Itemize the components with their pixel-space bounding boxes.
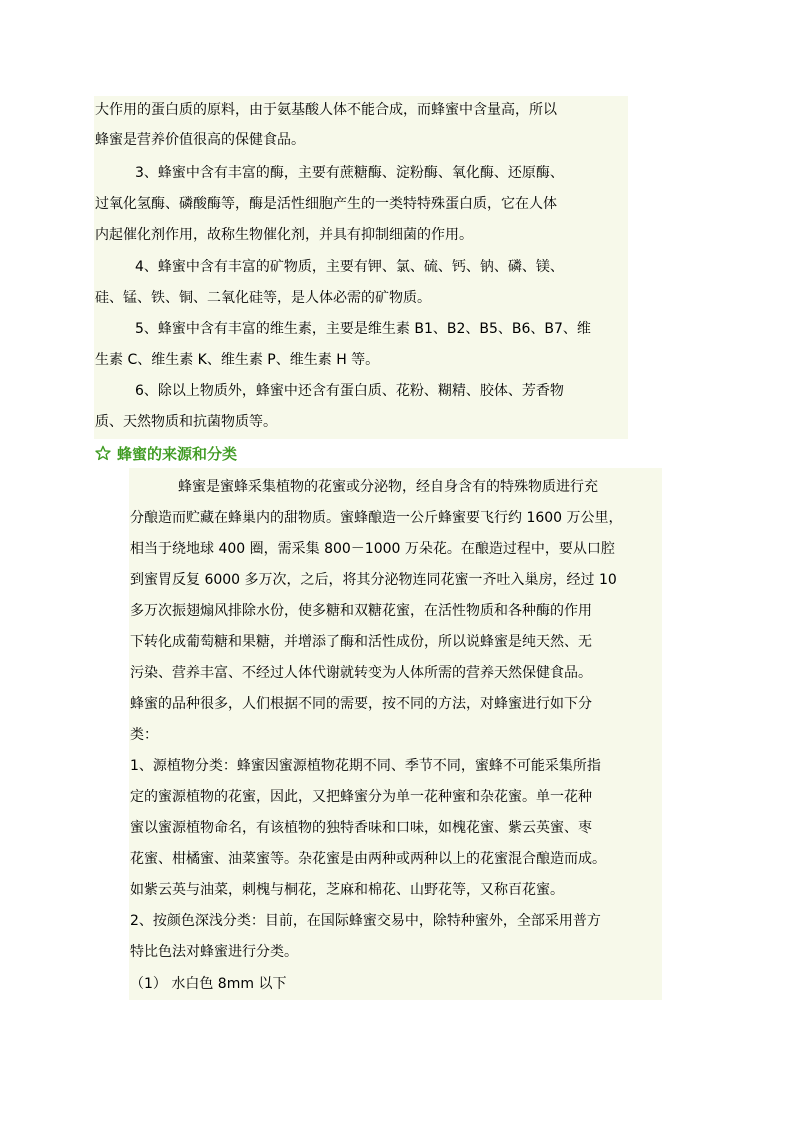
paragraph-line: 质、天然物质和抗菌物质等。 bbox=[95, 414, 277, 430]
paragraph-line: 6、除以上物质外，蜂蜜中还含有蛋白质、花粉、糊精、胶体、芳香物 bbox=[135, 383, 564, 399]
paragraph-line: 2、按颜色深浅分类：目前，在国际蜂蜜交易中，除特种蜜外，全部采用普方 bbox=[130, 913, 601, 929]
star-outline-icon bbox=[95, 445, 111, 461]
paragraph-line: 5、蜂蜜中含有丰富的维生素，主要是维生素 B1、B2、B5、B6、B7、维 bbox=[135, 321, 591, 337]
paragraph-line: 特比色法对蜂蜜进行分类。 bbox=[130, 944, 298, 960]
paragraph-line: 相当于绕地球 400 圈，需采集 800－1000 万朵花。在酿造过程中，要从口腔 bbox=[130, 541, 615, 557]
paragraph-line: 1、源植物分类：蜂蜜因蜜源植物花期不同、季节不同，蜜蜂不可能采集所指 bbox=[130, 758, 601, 774]
paragraph-line: 多万次振翅煽风排除水份，使多糖和双糖花蜜，在活性物质和各种酶的作用 bbox=[130, 603, 592, 619]
paragraph-line: 分酿造而贮藏在蜂巢内的甜物质。蜜蜂酿造一公斤蜂蜜要飞行约 1600 万公里， bbox=[130, 510, 623, 526]
paragraph-line: 下转化成葡萄糖和果糖，并增添了酶和活性成份，所以说蜂蜜是纯天然、无 bbox=[130, 634, 592, 650]
section-heading bbox=[95, 443, 237, 465]
paragraph-line: 定的蜜源植物的花蜜，因此，又把蜂蜜分为单一花种蜜和杂花蜜。单一花种 bbox=[130, 789, 592, 805]
paragraph-line: 4、蜂蜜中含有丰富的矿物质，主要有钾、氯、硫、钙、钠、磷、镁、 bbox=[135, 259, 564, 275]
paragraph-line: 花蜜、柑橘蜜、油菜蜜等。杂花蜜是由两种或两种以上的花蜜混合酿造而成。 bbox=[130, 851, 606, 867]
paragraph-line: 蜂蜜的品种很多，人们根据不同的需要，按不同的方法，对蜂蜜进行如下分 bbox=[130, 696, 592, 712]
paragraph-line: 生素 C、维生素 K、维生素 P、维生素 H 等。 bbox=[95, 352, 380, 368]
paragraph-line: 硅、锰、铁、铜、二氧化硅等，是人体必需的矿物质。 bbox=[95, 290, 431, 306]
paragraph-line: （1） 水白色 8mm 以下 bbox=[130, 976, 287, 992]
paragraph-line: 蜂蜜是蜜蜂采集植物的花蜜或分泌物，经自身含有的特殊物质进行充 bbox=[178, 479, 598, 495]
paragraph-line: 污染、营养丰富、不经过人体代谢就转变为人体所需的营养天然保健食品。 bbox=[130, 665, 592, 681]
paragraph-line: 蜜以蜜源植物命名，有该植物的独特香味和口味，如槐花蜜、紫云英蜜、枣 bbox=[130, 820, 592, 836]
paragraph-line: 蜂蜜是营养价值很高的保健食品。 bbox=[95, 132, 305, 148]
paragraph-line: 到蜜胃反复 6000 多万次，之后，将其分泌物连同花蜜一齐吐入巢房，经过 10 bbox=[130, 572, 617, 588]
paragraph-line: 内起催化剂作用，故称生物催化剂，并具有抑制细菌的作用。 bbox=[95, 227, 473, 243]
paragraph-line: 类： bbox=[130, 727, 158, 743]
paragraph-line: 如紫云英与油菜，刺槐与桐花，芝麻和棉花、山野花等，又称百花蜜。 bbox=[130, 882, 564, 898]
paragraph-line: 3、蜂蜜中含有丰富的酶，主要有蔗糖酶、淀粉酶、氧化酶、还原酶、 bbox=[135, 165, 564, 181]
paragraph-line: 大作用的蛋白质的原料，由于氨基酸人体不能合成，而蜂蜜中含量高，所以 bbox=[95, 102, 557, 118]
section-heading-text: 蜂蜜的来源和分类 bbox=[117, 445, 238, 463]
paragraph-line: 过氧化氢酶、磷酸酶等，酶是活性细胞产生的一类特特殊蛋白质，它在人体 bbox=[95, 196, 557, 212]
